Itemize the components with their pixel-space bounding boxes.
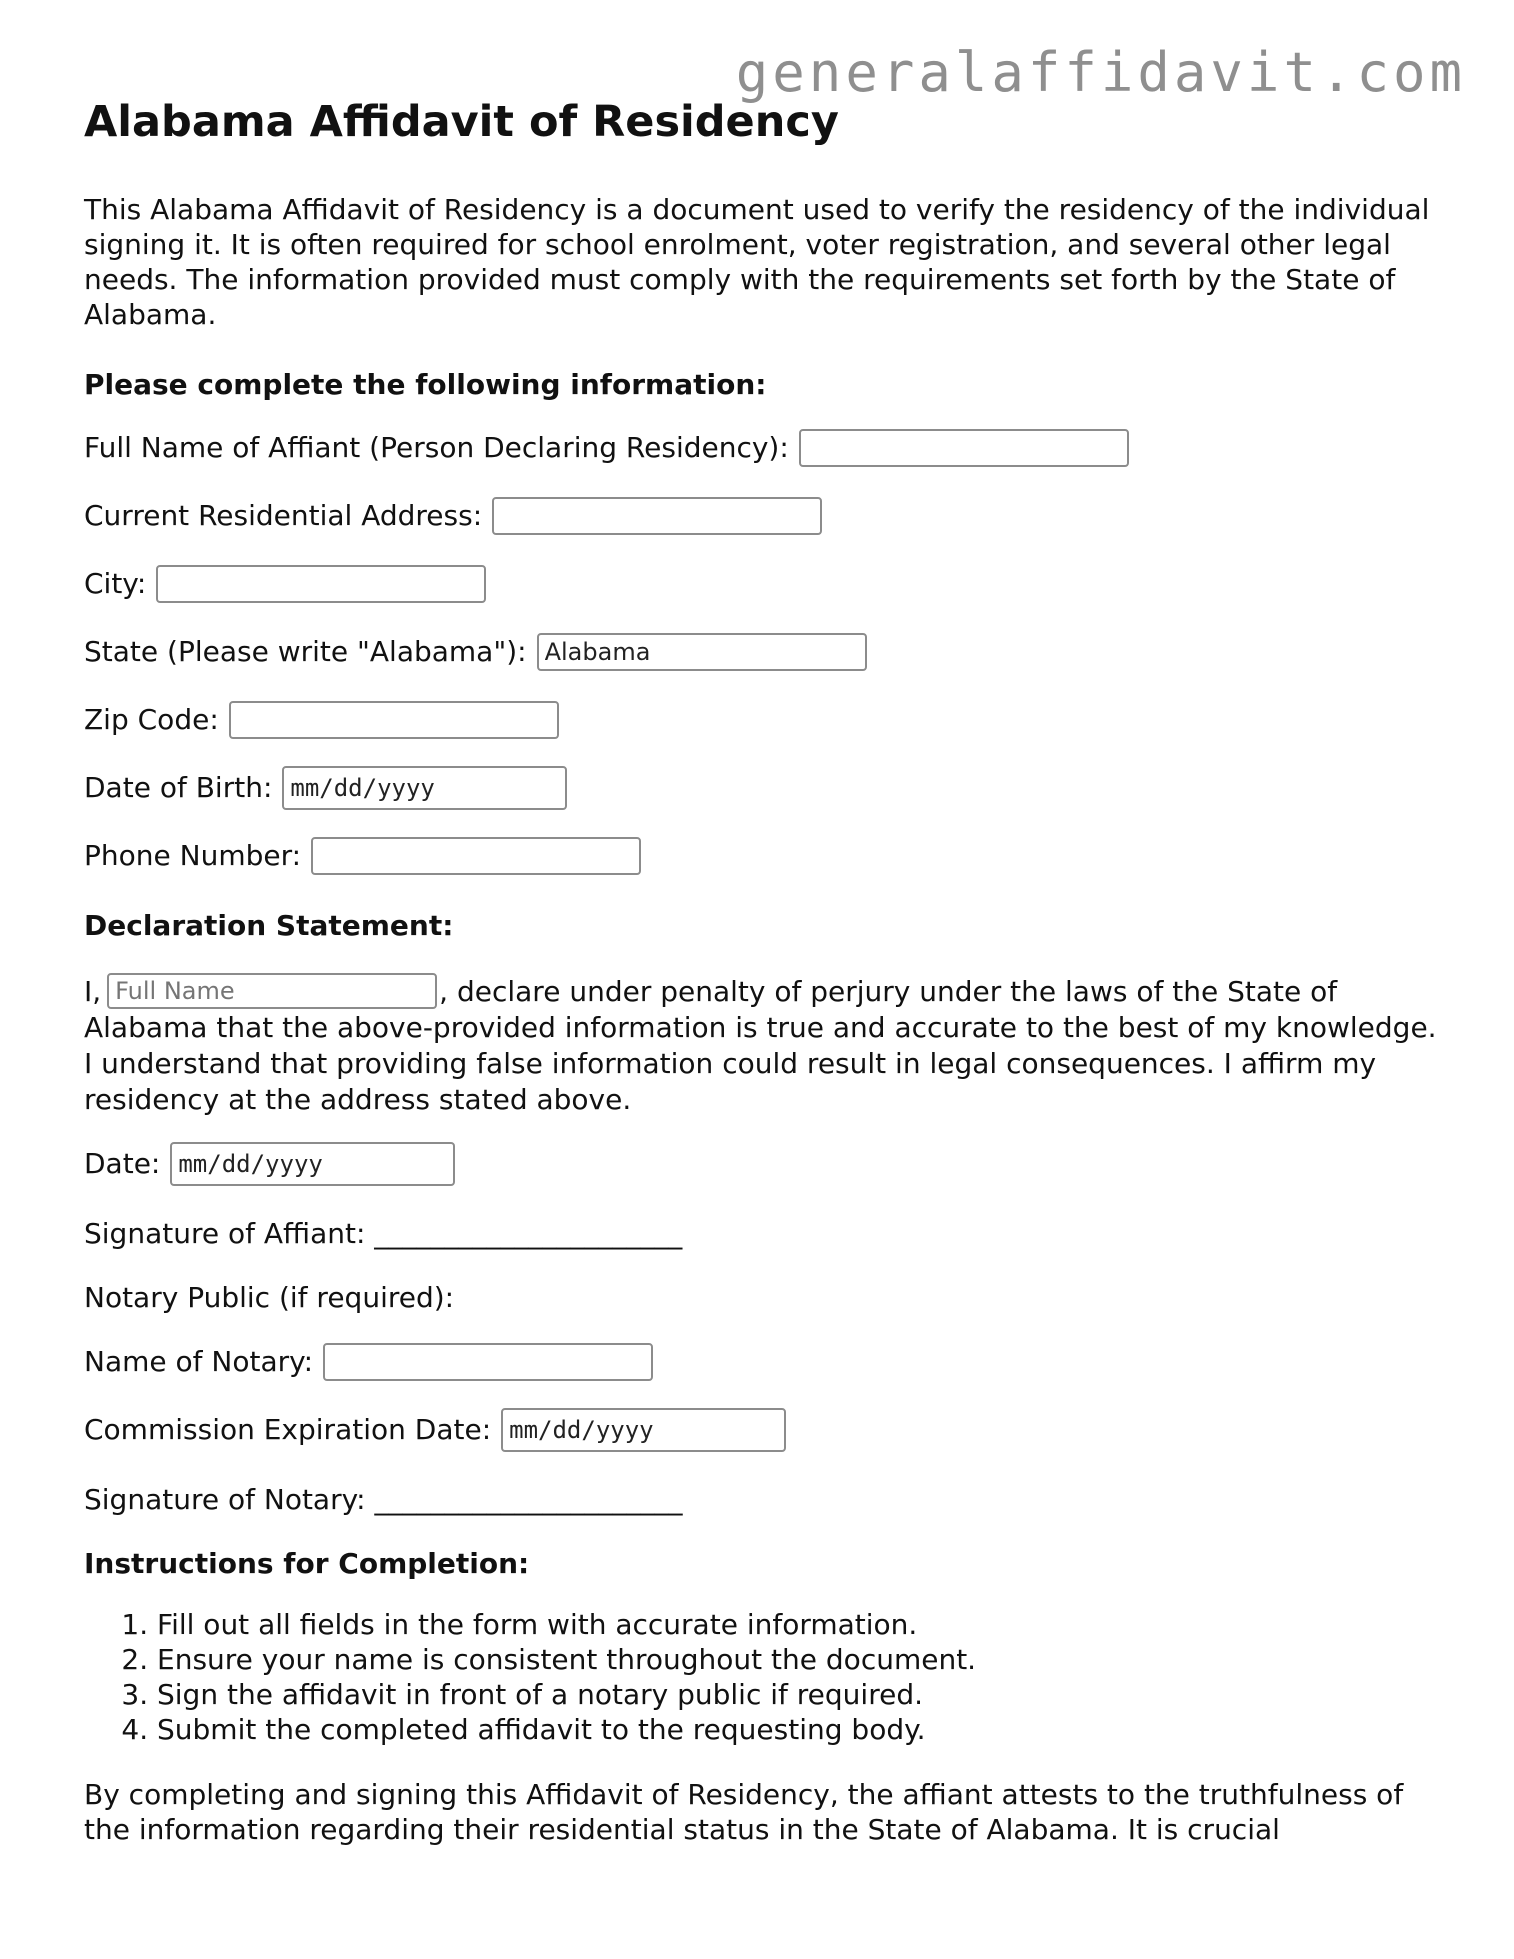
- declaration-prefix: I,: [84, 974, 102, 1008]
- document-page: [84, 96, 1444, 1847]
- address-row: [84, 494, 1444, 538]
- date-label: Date:: [84, 1146, 161, 1180]
- state-row: [84, 630, 1444, 674]
- commission-expiration-label: Commission Expiration Date:: [84, 1412, 492, 1446]
- phone-label: Phone Number:: [84, 838, 302, 872]
- notary-heading: Notary Public (if required):: [84, 1280, 455, 1314]
- notary-signature-line: Signature of Notary: ______________________: [84, 1482, 683, 1516]
- dob-row: [84, 766, 1444, 810]
- watermark: generalaffidavit.com: [735, 41, 1466, 104]
- date-row: [84, 1142, 1444, 1186]
- closing-paragraph: By completing and signing this Affidavit of Residency, the affiant attests to the truthfulness of the information regarding their residential status in the State of Alabama. It is crucial: [84, 1777, 1404, 1846]
- instructions-heading: Instructions for Completion:: [84, 1546, 530, 1580]
- zip-input[interactable]: [229, 701, 559, 739]
- form-heading: Please complete the following information:: [84, 367, 767, 401]
- city-input[interactable]: [156, 565, 486, 603]
- full-name-label: Full Name of Affiant (Person Declaring Residency):: [84, 430, 789, 464]
- instruction-item: 1. Fill out all fields in the form with accurate information.: [157, 1607, 1444, 1642]
- notary-name-label: Name of Notary:: [84, 1344, 314, 1378]
- dob-date-input[interactable]: mm/dd/yyyy: [282, 766, 567, 810]
- commission-expiration-input[interactable]: mm/dd/yyyy: [501, 1408, 786, 1452]
- affiant-signature-line: Signature of Affiant: ______________________: [84, 1216, 683, 1250]
- full-name-row: [84, 426, 1444, 470]
- address-label: Current Residential Address:: [84, 498, 483, 532]
- instruction-item: 3. Sign the affidavit in front of a notary public if required.: [157, 1677, 1444, 1712]
- dob-label: Date of Birth:: [84, 770, 273, 804]
- zip-row: [84, 698, 1444, 742]
- declaration-text: , declare under penalty of perjury under the laws of the State of Alabama that the above-provided information is true and accurate to the best of my knowledge. I understand that providing false information could result in legal consequences. I affirm my residency at the address stated above.: [84, 974, 1437, 1116]
- intro-paragraph: This Alabama Affidavit of Residency is a document used to verify the residency of the individual signing it. It is often required for school enrolment, voter registration, and several other legal needs. The information provided must comply with the requirements set forth by the State of Alabama.: [84, 192, 1430, 331]
- declaration-name-input[interactable]: [107, 973, 437, 1009]
- address-input[interactable]: [492, 497, 822, 535]
- phone-input[interactable]: [311, 837, 641, 875]
- city-row: [84, 562, 1444, 606]
- phone-row: [84, 834, 1444, 878]
- city-label: City:: [84, 566, 147, 600]
- state-label: State (Please write "Alabama"):: [84, 634, 527, 668]
- instruction-item: 4. Submit the completed affidavit to the requesting body.: [157, 1712, 1444, 1747]
- notary-name-input[interactable]: [323, 1343, 653, 1381]
- page-title: Alabama Affidavit of Residency: [84, 97, 839, 147]
- state-input[interactable]: [537, 633, 867, 671]
- instructions-list: [84, 1607, 1444, 1747]
- declaration-heading: Declaration Statement:: [84, 908, 454, 942]
- instruction-item: 2. Ensure your name is consistent throughout the document.: [157, 1642, 1444, 1677]
- zip-label: Zip Code:: [84, 702, 219, 736]
- date-input[interactable]: mm/dd/yyyy: [170, 1142, 455, 1186]
- commission-expiration-row: [84, 1408, 1444, 1452]
- notary-name-row: [84, 1340, 1444, 1384]
- declaration-statement: [84, 973, 1444, 1118]
- full-name-input[interactable]: [799, 429, 1129, 467]
